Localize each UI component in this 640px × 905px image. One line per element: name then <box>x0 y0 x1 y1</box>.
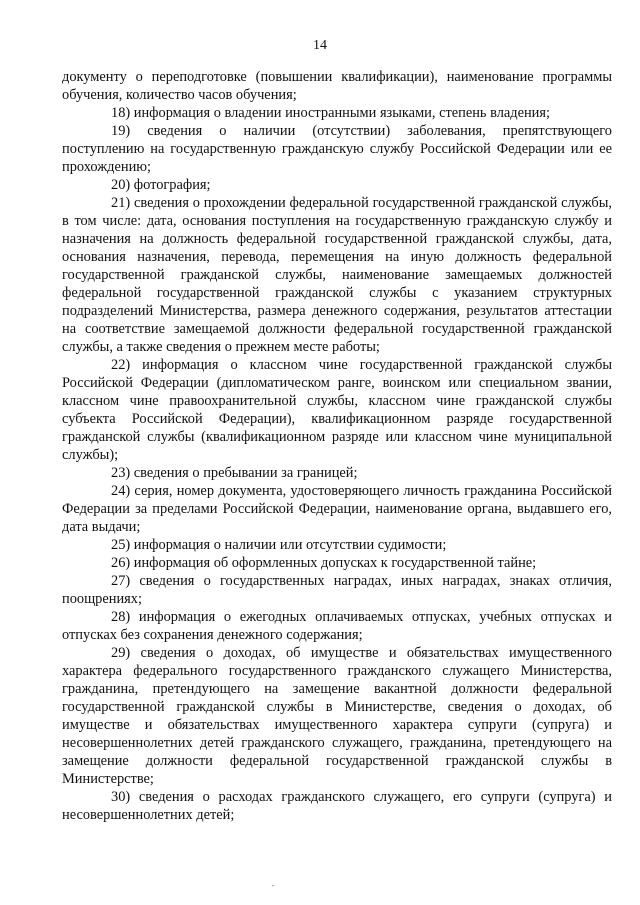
page-number: 14 <box>313 38 327 53</box>
list-item-27: 27) сведения о государственных наградах, иных наградах, знаках отличия, поощрениях; <box>62 573 612 607</box>
list-item-22: 22) информация о классном чине государственной гражданской службы Российской Федерации (дипломатическом ранге, воинском или специальном звании, классном чине правоохранительной службы, классном чине гражданской службы субъекта Российской Федерации), квалификационном разряде государственной гражданской службы (квалификационном разряде или классном чине муниципальной службы); <box>62 357 612 463</box>
list-item-21: 21) сведения о прохождении федеральной государственной гражданской службы, в том числе: дата, основания поступления на государственную гражданскую службу и назначения на должность федеральной государственной гражданской службы, дата, основания назначения, перевода, перемещения на иную должность федеральной государственной гражданской службы, наименование замещаемых должностей федеральной государственной гражданской службы с указанием структурных подразделений Министерства, размера денежного содержания, результатов аттестации на соответствие замещаемой должности федеральной государственной гражданской службы, а также сведения о прежнем месте работы; <box>62 195 612 355</box>
list-item-29: 29) сведения о доходах, об имуществе и обязательствах имущественного характера федерального государственного гражданского служащего Министерства, гражданина, претендующего на замещение вакантной должности федеральной государственной гражданской службы в Министерстве, сведения о доходах, об имуществе и обязательствах имущественного характера супруги (супруга) и несовершеннолетних детей гражданского служащего, гражданина, претендующего на замещение должности федеральной государственной гражданской службы в Министерстве; <box>62 645 612 787</box>
document-body <box>62 68 612 824</box>
list-item-30: 30) сведения о расходах гражданского служащего, его супруги (супруга) и несовершеннолетних детей; <box>62 789 612 823</box>
list-item-26: 26) информация об оформленных допусках к государственной тайне; <box>111 555 537 571</box>
footer-mark: - <box>271 880 275 890</box>
list-item-28: 28) информация о ежегодных оплачиваемых отпусках, учебных отпусках и отпусках без сохранения денежного содержания; <box>62 609 612 643</box>
paragraph-continuation: документу о переподготовке (повышении квалификации), наименование программы обучения, количество часов обучения; <box>62 69 612 103</box>
list-item-19: 19) сведения о наличии (отсутствии) заболевания, препятствующего поступлению на государственную гражданскую службу Российской Федерации или ее прохождению; <box>62 123 612 175</box>
list-item-24: 24) серия, номер документа, удостоверяющего личность гражданина Российской Федерации за пределами Российской Федерации, наименование органа, выдавшего его, дата выдачи; <box>62 483 612 535</box>
list-item-18: 18) информация о владении иностранными языками, степень владения; <box>111 105 550 121</box>
list-item-20: 20) фотография; <box>111 177 211 193</box>
list-item-23: 23) сведения о пребывании за границей; <box>111 465 358 481</box>
list-item-25: 25) информация о наличии или отсутствии судимости; <box>111 537 447 553</box>
